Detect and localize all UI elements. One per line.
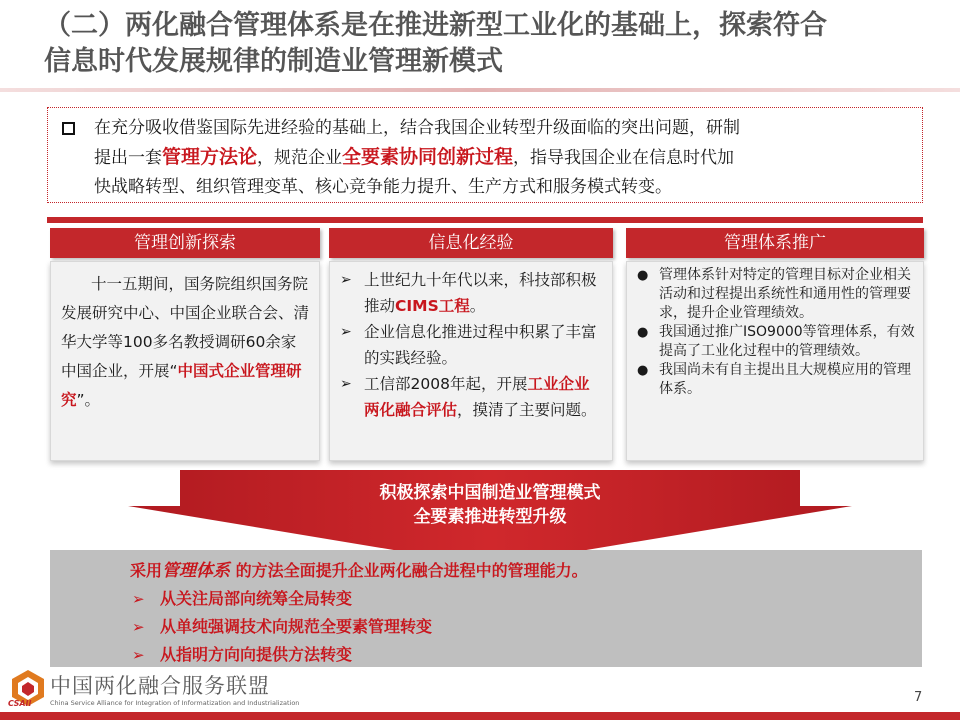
info-item-1c: 。	[469, 297, 486, 315]
innovation-text-b: ”。	[76, 391, 101, 409]
title-line-2: 信息时代发展规律的制造业管理新模式	[44, 46, 503, 77]
column-header-innovation: 管理创新探索	[50, 228, 320, 258]
page-title	[44, 8, 924, 80]
innovation-text	[61, 270, 311, 415]
arrow-bullet-icon: ➢	[340, 272, 352, 288]
conclusion-lead-a: 采用	[130, 561, 163, 580]
list-item	[631, 361, 915, 399]
intro-text-2e: ，指导我国企业在信息时代加	[513, 148, 735, 168]
innovation-text-a: 十一五期间，国务院组织国务院发展研究中心、中国企业联合会、清华大学等100多名教授调研60余家中国企业，开展“	[61, 275, 310, 380]
intro-highlight-process: 全要素协同创新过程	[342, 146, 514, 168]
list-item	[631, 323, 915, 361]
intro-text-2a: 提出一套	[94, 148, 162, 168]
page-number: 7	[914, 690, 923, 705]
info-item-2: 企业信息化推进过程中积累了丰富的实践经验。	[364, 323, 597, 367]
system-item-3: 我国尚未有自主提出且大规模应用的管理体系。	[659, 362, 911, 397]
list-item	[631, 266, 915, 323]
system-item-1: 管理体系针对特定的管理目标对企业相关活动和过程提出系统性和通用性的管理要求，提升企业管理绩效。	[659, 267, 911, 321]
footer-band	[0, 712, 960, 720]
column-header-informatization: 信息化经验	[329, 228, 613, 258]
dot-bullet-icon: ●	[637, 325, 649, 340]
conclusion-item-1: 从关注局部向统筹全局转变	[160, 589, 353, 608]
info-item-3c: ，摸清了主要问题。	[457, 401, 597, 419]
section-band	[47, 217, 923, 223]
intro-line-3	[62, 173, 912, 202]
column-body-informatization	[329, 261, 613, 461]
title-line-1: （二）两化融合管理体系是在推进新型工业化的基础上，探索符合	[44, 10, 827, 41]
info-item-1a: 上世纪九十年代以来，科技部积极推动	[364, 271, 597, 315]
conclusion-lead-b: 的方法全面提升企业两化融合进程中的管理能力。	[230, 561, 588, 580]
conclusion-item-3: 从指明方向向提供方法转变	[160, 645, 353, 664]
arrow-bullet-icon: ➢	[132, 646, 145, 664]
arrow-text-2: 全要素推进转型升级	[413, 507, 567, 527]
system-item-2: 我国通过推广ISO9000等管理体系，有效提高了工业化过程中的管理绩效。	[659, 324, 915, 359]
innovation-highlight: 中国式企业管理研究	[61, 362, 302, 409]
list-item	[336, 267, 604, 319]
intro-box	[47, 107, 923, 203]
list-item	[336, 371, 604, 423]
dot-bullet-icon: ●	[637, 268, 649, 283]
list-item	[132, 585, 922, 613]
arrow-text-1: 积极探索中国制造业管理模式	[379, 483, 601, 503]
intro-highlight-methodology: 管理方法论	[162, 146, 258, 168]
column-header-system: 管理体系推广	[626, 228, 924, 258]
info-highlight-evaluation: 工业企业两化融合评估	[364, 375, 590, 419]
arrow-bullet-icon: ➢	[132, 618, 145, 636]
dot-bullet-icon: ●	[637, 363, 649, 378]
square-bullet-icon	[62, 122, 75, 135]
conclusion-box	[50, 550, 922, 667]
intro-text-1: 在充分吸收借鉴国际先进经验的基础上，结合我国企业转型升级面临的突出问题，研制	[94, 118, 740, 138]
organization-name: 中国两化融合服务联盟	[50, 674, 270, 698]
arrow-bullet-icon: ➢	[340, 324, 352, 340]
list-item	[132, 641, 922, 669]
column-body-system	[626, 261, 924, 461]
intro-text-3: 快战略转型、组织管理变革、核心竞争能力提升、生产方式和服务模式转变。	[94, 177, 672, 197]
logo-text: CSAII	[8, 699, 32, 708]
column-body-innovation	[50, 261, 320, 461]
organization-name-english: China Service Alliance for Integration of Informatization and Industrialization	[50, 699, 300, 707]
info-highlight-cims: CIMS工程	[395, 297, 470, 315]
info-item-3a: 工信部2008年起，开展	[364, 375, 528, 393]
list-item	[336, 319, 604, 371]
arrow-bullet-icon: ➢	[132, 590, 145, 608]
conclusion-item-2: 从单纯强调技术向规范全要素管理转变	[160, 617, 433, 636]
intro-line-2	[62, 143, 912, 173]
intro-text-2c: ，规范企业	[257, 148, 343, 168]
arrow-bullet-icon: ➢	[340, 376, 352, 392]
conclusion-lead	[130, 557, 922, 585]
intro-line-1	[62, 114, 912, 143]
list-item	[132, 613, 922, 641]
title-divider	[0, 88, 960, 92]
conclusion-emphasis: 管理体系	[162, 561, 231, 581]
